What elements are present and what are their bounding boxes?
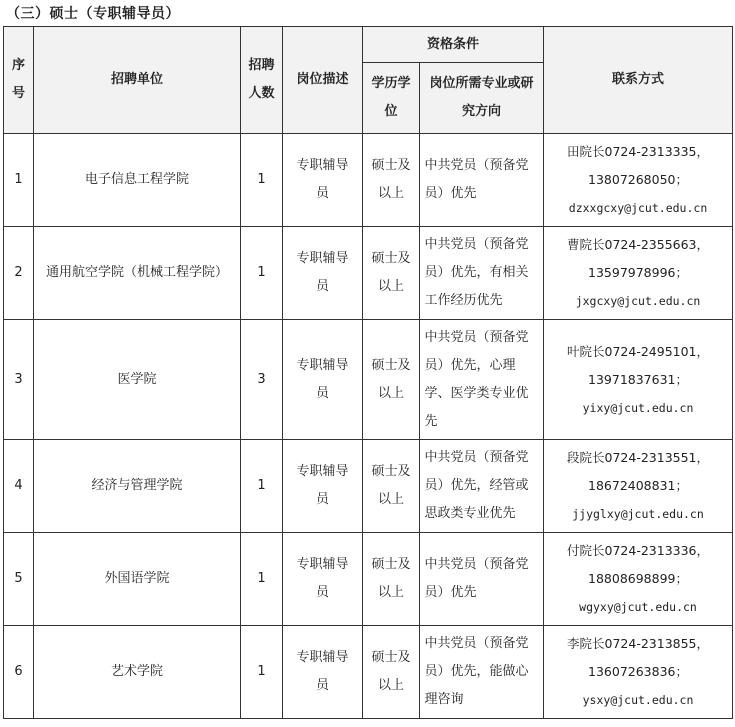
contact-mobile: 18808698899；	[588, 571, 688, 586]
contact-mobile: 13597978996；	[588, 265, 688, 280]
row-desc: 专职辅导员	[283, 134, 363, 227]
row-degree: 硕士及以上	[363, 227, 420, 320]
table-row	[4, 440, 733, 533]
contact-email: dzxxgcxy@jcut.edu.cn	[568, 201, 708, 215]
contact-email: wgyxy@jcut.edu.cn	[579, 600, 697, 614]
row-contact	[544, 227, 733, 320]
row-count: 1	[241, 134, 283, 227]
row-major: 中共党员（预备党员）优先，能做心理咨询	[420, 626, 544, 719]
row-unit: 艺术学院	[34, 626, 241, 719]
section-title: （三）硕士（专职辅导员）	[6, 6, 180, 22]
row-index: 1	[4, 134, 34, 227]
row-unit: 电子信息工程学院	[34, 134, 241, 227]
contact-phone: 李院长0724-2313855，	[567, 636, 710, 651]
row-index: 4	[4, 440, 34, 533]
row-degree: 硕士及以上	[363, 533, 420, 626]
row-degree: 硕士及以上	[363, 134, 420, 227]
contact-phone: 田院长0724-2313335，	[567, 144, 710, 159]
table-row	[4, 533, 733, 626]
row-unit: 通用航空学院（机械工程学院）	[34, 227, 241, 320]
row-contact	[544, 440, 733, 533]
contact-email: jjyglxy@jcut.edu.cn	[572, 507, 704, 521]
header-qualifications: 资格条件	[363, 27, 544, 63]
header-count: 招聘人数	[241, 27, 283, 134]
row-major: 中共党员（预备党员）优先，经管或思政类专业优先	[420, 440, 544, 533]
contact-phone: 曹院长0724-2355663，	[567, 237, 710, 252]
row-index: 5	[4, 533, 34, 626]
row-contact	[544, 626, 733, 719]
header-desc: 岗位描述	[283, 27, 363, 134]
row-major: 中共党员（预备党员）优先，心理学、医学类专业优先	[420, 320, 544, 440]
contact-email: ysxy@jcut.edu.cn	[582, 693, 694, 707]
row-major: 中共党员（预备党员）优先	[420, 533, 544, 626]
header-contact: 联系方式	[544, 27, 733, 134]
row-contact	[544, 320, 733, 440]
header-degree: 学历学位	[363, 63, 420, 134]
row-index: 2	[4, 227, 34, 320]
contact-mobile: 13607263836；	[588, 664, 688, 679]
contact-email: yixy@jcut.edu.cn	[582, 400, 694, 415]
recruitment-table	[3, 26, 733, 719]
row-count: 1	[241, 227, 283, 320]
row-unit: 外国语学院	[34, 533, 241, 626]
row-desc: 专职辅导员	[283, 320, 363, 440]
row-count: 1	[241, 626, 283, 719]
row-degree: 硕士及以上	[363, 626, 420, 719]
row-major: 中共党员（预备党员）优先	[420, 134, 544, 227]
contact-mobile: 13807268050；	[588, 172, 688, 187]
contact-mobile: 18672408831；	[588, 478, 688, 493]
contact-phone: 叶院长0724-2495101，	[567, 343, 710, 359]
header-major: 岗位所需专业或研究方向	[420, 63, 544, 134]
row-count: 1	[241, 533, 283, 626]
row-count: 1	[241, 440, 283, 533]
row-contact	[544, 134, 733, 227]
row-desc: 专职辅导员	[283, 440, 363, 533]
row-index: 6	[4, 626, 34, 719]
contact-email: jxgcxy@jcut.edu.cn	[575, 294, 701, 308]
row-unit: 医学院	[34, 320, 241, 440]
row-desc: 专职辅导员	[283, 533, 363, 626]
header-unit: 招聘单位	[34, 27, 241, 134]
table-row	[4, 227, 733, 320]
row-degree: 硕士及以上	[363, 440, 420, 533]
row-degree: 硕士及以上	[363, 320, 420, 440]
table-row	[4, 626, 733, 719]
row-desc: 专职辅导员	[283, 626, 363, 719]
row-index: 3	[4, 320, 34, 440]
row-major: 中共党员（预备党员）优先，有相关工作经历优先	[420, 227, 544, 320]
header-index: 序号	[4, 27, 34, 134]
contact-phone: 付院长0724-2313336，	[567, 543, 710, 558]
row-unit: 经济与管理学院	[34, 440, 241, 533]
row-count: 3	[241, 320, 283, 440]
row-contact	[544, 533, 733, 626]
contact-mobile: 13971837631；	[588, 371, 688, 387]
row-desc: 专职辅导员	[283, 227, 363, 320]
table-row	[4, 134, 733, 227]
contact-phone: 段院长0724-2313551，	[567, 450, 710, 465]
table-row	[4, 320, 733, 440]
